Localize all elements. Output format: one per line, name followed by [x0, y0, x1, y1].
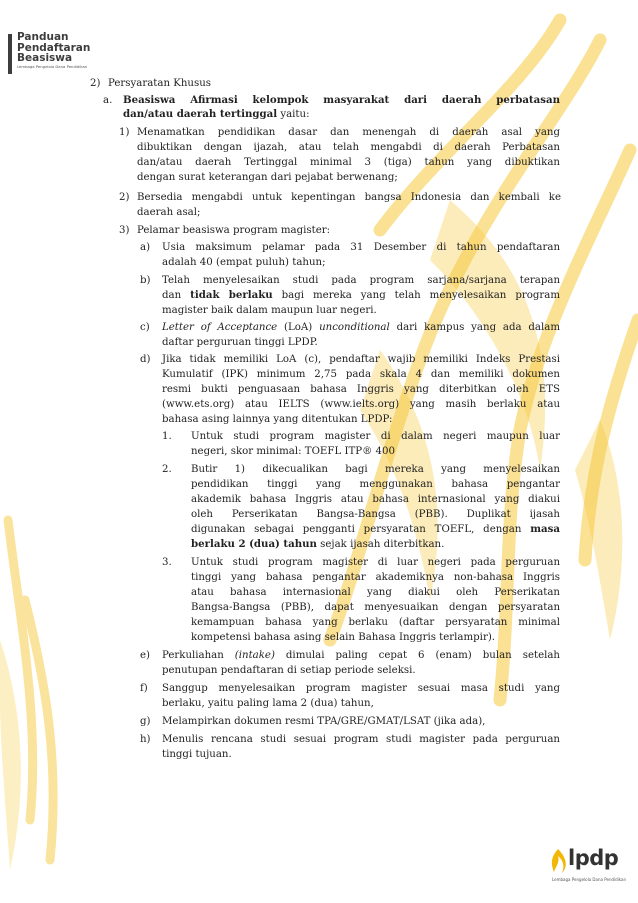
- sub-f-number: f): [140, 683, 148, 694]
- sub-d-3-line-2: tinggi yang bahasa pengantar akademiknya non-bahasa Inggris: [191, 572, 560, 583]
- sub-e-line-1-start: Perkuliahan: [162, 650, 235, 661]
- sub-d-2-line-5-start: digunakan sebagai pengganti persyaratan TOEFL, dengan: [191, 524, 531, 535]
- sub-d-2-line-4: oleh Perserikatan Bangsa-Bangsa (PBB). Duplikat ijasah: [191, 509, 560, 520]
- sub-d-2-number: 2.: [162, 464, 172, 475]
- req-3-line-1: Pelamar beasiswa program magister:: [137, 225, 331, 236]
- req-1-number: 1): [119, 127, 130, 138]
- section-2-number: 2): [90, 78, 101, 89]
- req-2-number: 2): [119, 192, 130, 203]
- sub-d-line-4: (www.ets.org) atau IELTS (www.ielts.org) yang masih berlaku atau: [162, 399, 560, 410]
- item-a-title-rest: yaitu:: [277, 109, 310, 120]
- sub-b-line-3: magister baik dalam maupun luar negeri.: [162, 305, 377, 316]
- sub-d-3-line-6: kompetensi bahasa asing selain Bahasa Inggris terlampir).: [191, 632, 496, 643]
- sub-d-2-line-2: pendidikan tinggi yang menggunakan bahasa pengantar: [191, 479, 560, 490]
- sub-a-line-1: Usia maksimum pelamar pada 31 Desember di tahun pendaftaran: [162, 242, 560, 253]
- sub-e-line-2: penutupan pendaftaran di setiap periode seleksi.: [162, 665, 416, 676]
- sub-a-line-2: adalah 40 (empat puluh) tahun;: [162, 257, 326, 268]
- sub-g-line-1: Melampirkan dokumen resmi TPA/GRE/GMAT/LSAT (jika ada),: [162, 716, 486, 727]
- sub-d-2-line-1: Butir 1) dikecualikan bagi mereka yang menyelesaikan: [191, 464, 560, 475]
- sub-d-3-line-3: atau bahasa internasional yang diakui oleh Perserikatan: [191, 587, 560, 598]
- sub-e-number: e): [140, 650, 151, 661]
- req-1-line-2: dibuktikan dengan ijazah, atau telah mengabdi di daerah Perbatasan: [137, 142, 560, 153]
- sub-c-number: c): [140, 322, 150, 333]
- req-1-line-3: dan/atau daerah Tertinggal minimal 3 (tiga) tahun yang dibuktikan: [137, 157, 560, 168]
- sub-a-number: a): [140, 242, 151, 253]
- sub-c-italic-unconditional: unconditional: [319, 322, 390, 333]
- sub-d-3-line-4: Bangsa-Bangsa (PBB), dapat menyesuaikan dengan persyaratan: [191, 602, 560, 613]
- sub-d-1-line-1: Untuk studi program magister di dalam negeri maupun luar: [191, 431, 560, 442]
- sub-f-line-1: Sanggup menyelesaikan program magister sesuai masa studi yang: [162, 683, 560, 694]
- sub-d-3-line-5: kemampuan bahasa yang berlaku (daftar persyaratan minimal: [191, 617, 560, 628]
- sub-b-bold-phrase: tidak berlaku: [190, 289, 273, 301]
- logo-line-1: Panduan: [17, 31, 69, 43]
- sub-d-3-line-1: Untuk studi program magister di luar negeri pada perguruan: [191, 557, 560, 568]
- sub-c-line-2: daftar perguruan tinggi LPDP.: [162, 337, 318, 348]
- sub-b-line-1: Telah menyelesaikan studi pada program sarjana/sarjana terapan: [162, 275, 560, 286]
- sub-c-line-1-end: dari kampus yang ada dalam: [389, 322, 560, 333]
- item-a-number: a.: [103, 95, 113, 106]
- sub-f-line-2: berlaku, yaitu paling lama 2 (dua) tahun,: [162, 698, 374, 709]
- sub-d-2-line-6: [191, 538, 444, 551]
- sub-b-line-2-end: bagi mereka yang telah menyelesaikan program: [272, 290, 560, 301]
- sub-b-line-2: [162, 289, 560, 302]
- sub-c-italic-loa: Letter of Acceptance: [162, 322, 278, 333]
- sub-h-number: h): [140, 734, 151, 745]
- sub-d-line-1: Jika tidak memiliki LoA (c), pendaftar wajib memiliki Indeks Prestasi: [162, 354, 560, 365]
- logo-tagline: Lembaga Pengelola Dana Pendidikan: [17, 63, 88, 69]
- sub-d-2-line-5: [191, 523, 560, 536]
- req-2-line-1: Bersedia mengabdi untuk kepentingan bangsa Indonesia dan kembali ke: [137, 192, 561, 203]
- req-3-number: 3): [119, 225, 130, 236]
- sub-c-loa-abbr: (LoA): [277, 322, 320, 333]
- sub-d-1-number: 1.: [162, 431, 172, 442]
- sub-d-number: d): [140, 354, 151, 365]
- req-2-line-2: daerah asal;: [137, 207, 201, 218]
- sub-e-line-1: [162, 649, 560, 662]
- item-a-title-bold: dan/atau daerah tertinggal: [123, 108, 278, 120]
- sub-d-line-3: resmi bukti penguasaan bahasa Inggris yang diterbitkan oleh ETS: [162, 384, 560, 395]
- sub-d-line-5: bahasa asing lainnya yang ditentukan LPDP:: [162, 414, 393, 425]
- sub-d-2-bold-masa: masa: [530, 523, 560, 535]
- sub-d-2-bold-berlaku: berlaku 2 (dua) tahun: [191, 538, 317, 550]
- sub-c-line-1: [162, 321, 560, 334]
- item-a-title-line-1: Beasiswa Afirmasi kelompok masyarakat dari daerah perbatasan: [123, 94, 560, 106]
- footer-lpdp-logo: [548, 846, 632, 890]
- flame-icon: [548, 848, 568, 874]
- sub-b-number: b): [140, 275, 151, 286]
- logo-bar: [8, 34, 12, 74]
- footer-logo-tagline: Lembaga Pengelola Dana Pendidikan: [552, 877, 627, 882]
- sub-e-line-1-end: dimulai paling cepat 6 (enam) bulan setelah: [274, 650, 560, 661]
- req-1-line-4: dengan surat keterangan dari pejabat berwenang;: [137, 172, 398, 183]
- logo-line-2: Pendaftaran: [17, 41, 91, 54]
- sub-d-2-line-3: akademik bahasa Inggris atau bahasa internasional yang diakui: [191, 494, 560, 505]
- req-1-line-1: Menamatkan pendidikan dasar dan menengah di daerah asal yang: [137, 127, 560, 138]
- sub-h-line-1: Menulis rencana studi sesuai program studi magister pada perguruan: [162, 734, 560, 745]
- item-a-title-line-2: [123, 108, 310, 121]
- sub-d-3-number: 3.: [162, 557, 172, 568]
- sub-e-italic-intake: (intake): [234, 650, 275, 661]
- sub-d-1-line-2: negeri, skor minimal: TOEFL ITP® 400: [191, 446, 395, 457]
- logo-line-3: Beasiswa: [17, 52, 73, 64]
- sub-d-line-2: Kumulatif (IPK) minimum 2,75 pada skala 4 dan memiliki dokumen: [162, 369, 560, 380]
- sub-h-line-2: tinggi tujuan.: [162, 749, 232, 760]
- sub-g-number: g): [140, 716, 151, 727]
- footer-logo-word: lpdp: [568, 846, 619, 870]
- sub-d-2-line-6-end: sejak ijasah diterbitkan.: [316, 539, 445, 550]
- section-2-title: Persyaratan Khusus: [108, 78, 212, 89]
- header-logo: [8, 32, 108, 80]
- sub-b-line-2-start: dan: [162, 290, 191, 301]
